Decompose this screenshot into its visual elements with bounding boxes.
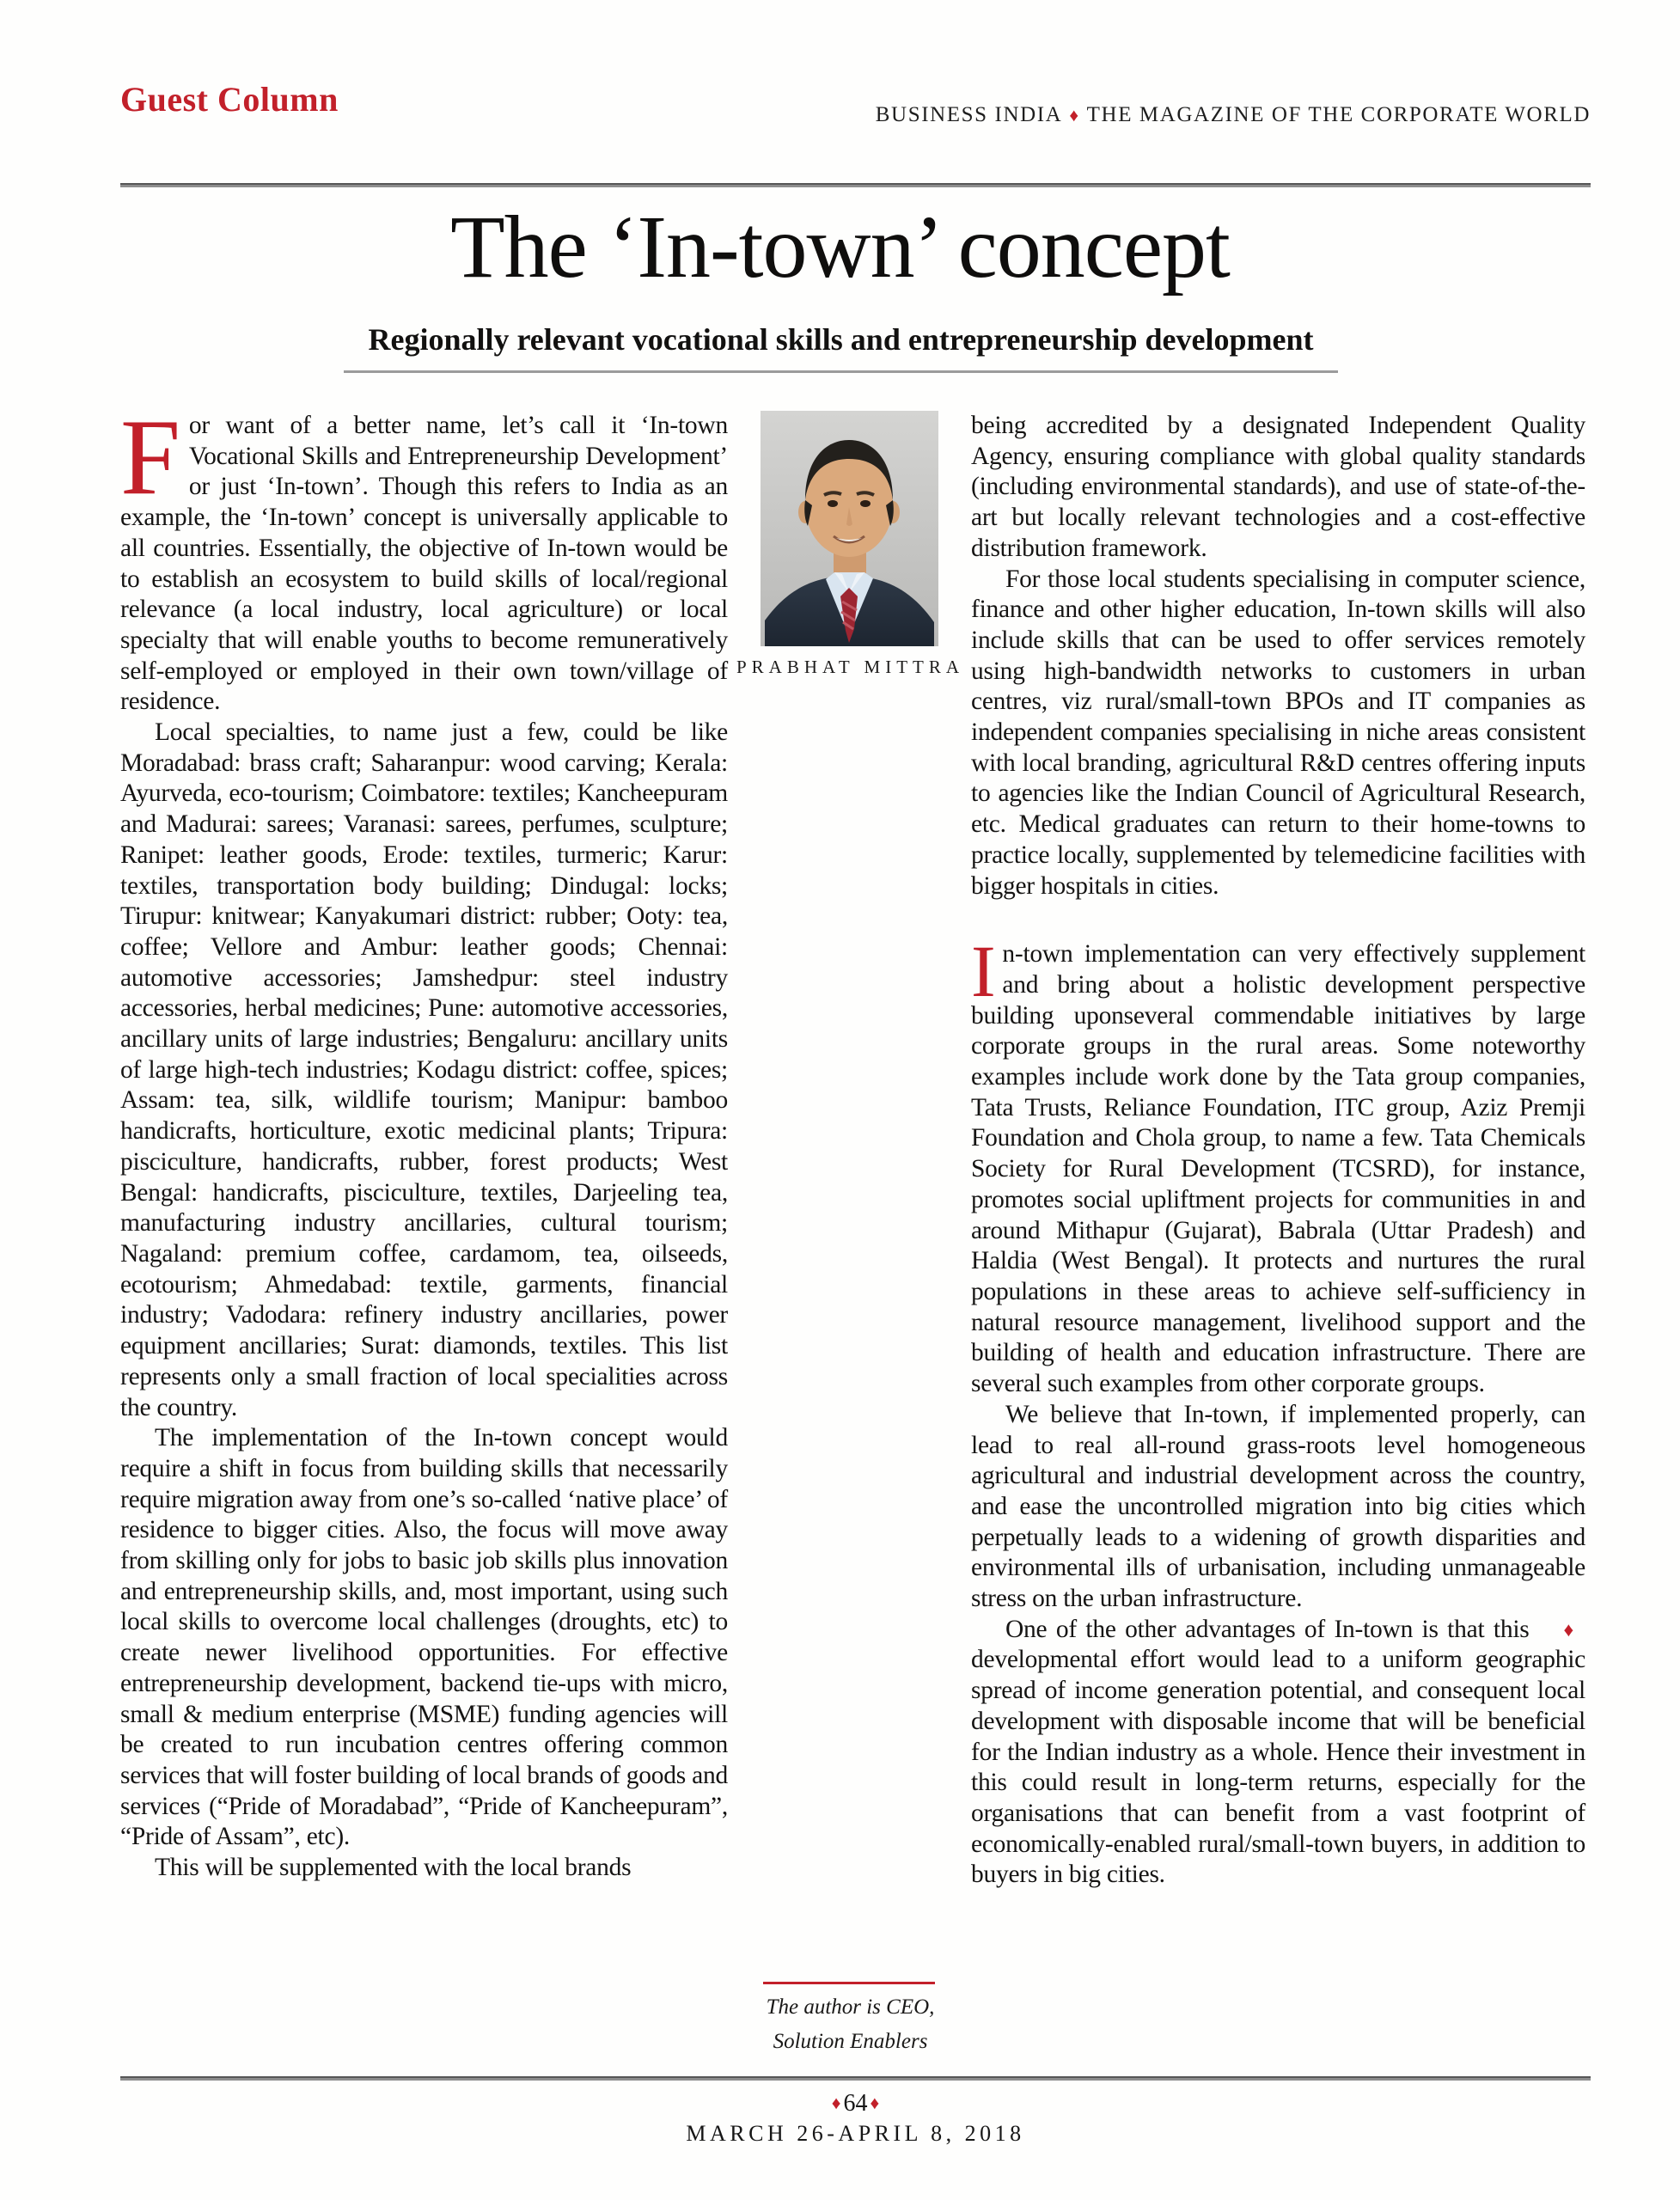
article-paragraph: ♦ One of the other advantages of In-town is that this developmental effort would lead to a uniform geographic spread of income generation potential, and consequent local development with disposable income that will be beneficial for the Indian industry as a whole. Hence their investment in this could result in long-term returns, especially for the organisations that can benefit from a vast footprint of economically-enabled rural/small-town buyers, in addition to buyers in big cities. bbox=[971, 1615, 1585, 1889]
masthead-tagline: THE MAGAZINE OF THE CORPORATE WORLD bbox=[1086, 103, 1591, 126]
article-paragraph: This will be supplemented with the local brands bbox=[155, 1854, 632, 1882]
author-photo-caption: PRABHAT MITTRA bbox=[736, 657, 965, 677]
section-label: Guest Column bbox=[120, 80, 339, 119]
diamond-icon: ♦ bbox=[831, 2093, 841, 2113]
end-of-article-diamond-icon: ♦ bbox=[1563, 1618, 1573, 1641]
article-paragraph: In-town implementation can very effectively supplement and bring about a holistic development perspective building uponseveral commendable initiatives by large corporate groups in the rural areas. Some noteworthy examples include work done by the Tata group companies, Tata Trusts, Reliance Foundation, ITC group, Aziz Premji Foundation and Chola group, to name a few. Tata Chemicals Society for Rural Development (TCSRD), for instance, promotes social upliftment projects for communities in and around Mithapur (Gujarat), Babrala (Uttar Pradesh) and Haldia (West Bengal). It protects and nurtures the rural populations in these areas to achieve self-sufficiency in natural resource management, livelihood support and the building of health and education infrastructure. There are several such examples from other corporate groups. bbox=[971, 930, 1585, 1398]
article-paragraph: For those local students specialising in computer science, finance and other higher education, In-town skills will also include skills that can be used to offer services remotely using high-bandwidth networks to customers in urban centres, viz rural/small-town BPOs and IT companies as independent companies specialising in niche areas consistent with local branding, agricultural R&D centres offering inputs to agencies like the Indian Council of Agricultural Research, etc. Medical graduates can return to their home-towns to practice locally, supplemented by telemedicine facilities with bigger hospitals in cities. bbox=[971, 565, 1585, 900]
author-portrait-image bbox=[761, 411, 938, 646]
author-note-divider bbox=[763, 1982, 935, 1984]
footer-divider bbox=[120, 2076, 1591, 2081]
right-column bbox=[971, 411, 1585, 1891]
masthead-brand: BUSINESS INDIA bbox=[875, 103, 1063, 126]
drop-cap: I bbox=[971, 930, 996, 1013]
diamond-icon: ♦ bbox=[1069, 105, 1080, 125]
article-paragraph: The implementation of the In-town concept would require a shift in focus from building skills that necessarily require migration away from one’s so-called ‘native place’ of residence to bigger cities. Also, the focus will move away from skilling only for jobs to basic job skills plus innovation and entrepreneurship skills, and, most important, using such local skills to overcome local challenges (droughts, etc) to create newer livelihood opportunities. For effective entrepreneurship development, backend tie-ups with micro, small & medium enterprise (MSME) funding agencies will be created to run incubation centres offering common services that will foster building of local brands of goods and services (“Pride of Moradabad”, “Pride of Kancheepuram”, “Pride of Assam”, etc). bbox=[120, 1424, 728, 1851]
article-paragraph: Local specialties, to name just a few, could be like Moradabad: brass craft; Saharanpur: wood carving; Kerala: Ayurveda, eco-tourism; Coimbatore: textiles; Kancheepuram and Madurai: sarees; Varanasi: sarees, perfumes, sculpture; Ranipet: leather goods, Erode: textiles, turmeric; Karur: textiles, transportation body building; Dindugal: locks; Tirupur: knitwear; Kanyakumari district: rubber; Ooty: tea, coffee; Vellore and Ambur: leather goods; Chennai: automotive accessories; Jamshedpur: steel industry accessories, herbal medicines; Pune: automotive accessories, ancillary units of large industries; Bengaluru: ancillary units of large high-tech industries; Kodagu district: coffee, spices; Assam: tea, silk, wildlife tourism; Manipur: bamboo handicrafts, horticulture, exotic medicinal plants; Tripura: pisciculture, handicrafts, rubber, forest products; West Bengal: handicrafts, pisciculture, textiles, Darjeeling tea, manufacturing industry ancillaries, cultural tourism; Nagaland: premium coffee, cardamom, tea, oilseeds, ecotourism; Ahmedabad: textile, garments, financial industry; Vadodara: refinery industry ancillaries, power equipment ancillaries; Surat: diamonds, textiles. This list represents only a small fraction of local specialities across the country. bbox=[120, 718, 728, 1421]
article-paragraph: We believe that In-town, if implemented properly, can lead to real all-round grass-roots level homogeneous agricultural and industrial development across the country, and ease the uncontrolled migration into big cities which perpetually leads to a widening of growth disparities and environmental ills of urbanisation, including unmanageable stress on the urban infrastructure. bbox=[971, 1400, 1585, 1613]
header-divider bbox=[120, 183, 1591, 187]
footer-page-number bbox=[120, 2090, 1591, 2118]
drop-cap: F bbox=[120, 398, 180, 517]
masthead bbox=[876, 103, 1591, 127]
subtitle-divider bbox=[344, 370, 1338, 373]
left-column bbox=[120, 398, 728, 1884]
author-note-line1: The author is CEO, bbox=[766, 1995, 935, 2019]
footer-issue-date: MARCH 26-APRIL 8, 2018 bbox=[686, 2121, 1025, 2146]
diamond-icon: ♦ bbox=[870, 2093, 880, 2113]
article-title: The ‘In-town’ concept bbox=[450, 198, 1230, 296]
author-note-line2: Solution Enablers bbox=[773, 2030, 928, 2053]
article-paragraph: being accredited by a designated Independent Quality Agency, ensuring compliance with global quality standards (including environmental standards), and use of state-of-the-art but locally relevant technologies and a cost-effective distribution framework. bbox=[971, 412, 1585, 562]
article-subtitle: Regionally relevant vocational skills and entrepreneurship development bbox=[368, 322, 1314, 357]
page-number: 64 bbox=[843, 2090, 868, 2117]
article-paragraph: For want of a better name, let’s call it ‘In-town Vocational Skills and Entrepreneurship Development’ or just ‘In-town’. Though this refers to India as an example, the ‘In-town’ concept is universally applicable to all countries. Essentially, the objective of In-town would be to establish an ecosystem to build skills of local/regional relevance (a local industry, local agriculture) or local specialty that will enable youths to become remuneratively self-employed or employed in their own town/village of residence. bbox=[120, 398, 728, 716]
author-photo bbox=[761, 411, 938, 646]
